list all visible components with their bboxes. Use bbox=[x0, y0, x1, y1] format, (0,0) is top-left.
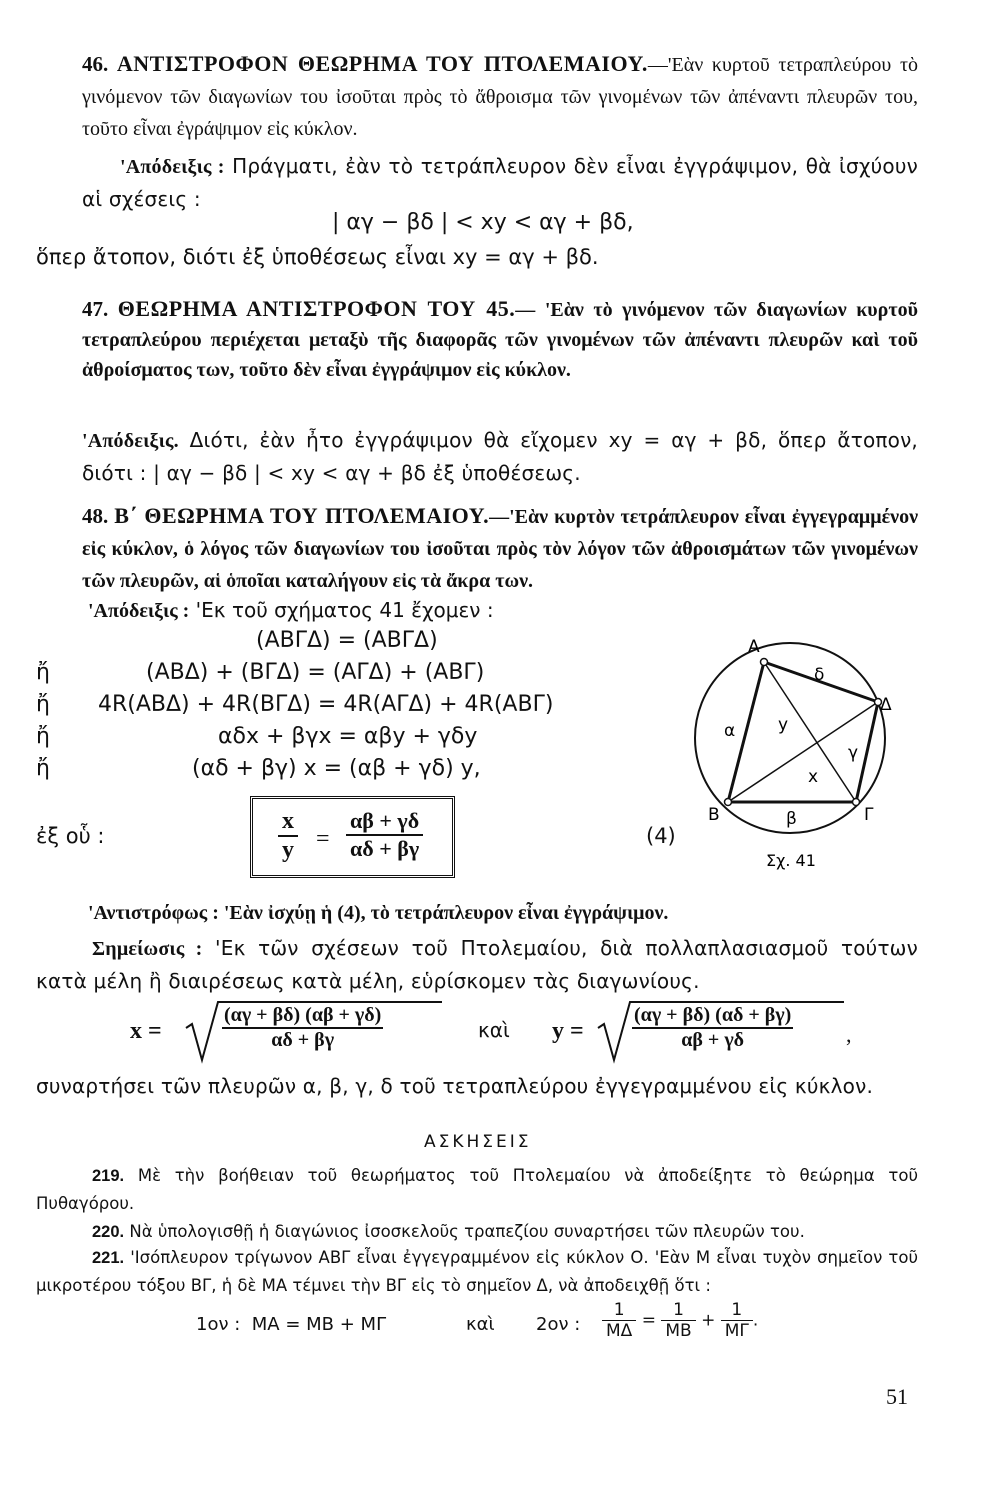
part-2-plus: + bbox=[701, 1310, 716, 1331]
theorem-47 bbox=[82, 294, 918, 385]
label-x: x bbox=[808, 767, 819, 787]
theorem-47-number: 47. bbox=[82, 297, 109, 321]
note-text: 'Εκ τῶν σχέσεων τοῦ Πτολεμαίου, διὰ πολλαπλασιασμοῦ τούτων κατὰ μέλη ἢ διαιρέσεως κατὰ μέλη, εὑρίσκομεν τὰς διαγωνίους. bbox=[36, 936, 919, 993]
theorem-47-title: ΘΕΩΡΗΜΑ ΑΝΤΙΣΤΡΟΦΟΝ ΤΟΥ 45. bbox=[117, 296, 516, 321]
x-numerator: (αγ + βδ) (αβ + γδ) bbox=[222, 1004, 383, 1029]
part-1-equation: ΜΑ = ΜΒ + ΜΓ bbox=[251, 1314, 387, 1335]
y-denominator: αβ + γδ bbox=[681, 1029, 745, 1051]
theorem-46-title: ΑΝΤΙΣΤΡΟΦΟΝ ΘΕΩΡΗΜΑ ΤΟΥ ΠΤΟΛΕΜΑΙΟΥ. bbox=[116, 51, 648, 76]
exercise-221-text: 'Ισόπλευρον τρίγωνον ΑΒΓ εἶναι ἐγγεγραμμένον εἰς κύκλον Ο. 'Εὰν Μ εἶναι τυχὸν σημεῖον τοῦ μικροτέρου τόξου ΒΓ, ἡ δὲ ΜΑ τέμνει τὴν ΒΓ εἰς τὸ σημεῖον Δ, νὰ ἀποδειχθῇ ὅτι : bbox=[36, 1248, 918, 1295]
equation-3: 4R(ΑΒΔ) + 4R(ΒΓΔ) = 4R(ΑΓΔ) + 4R(ΑΒΓ) bbox=[98, 692, 554, 717]
equation-label-4: (4) bbox=[646, 824, 676, 848]
proof-47-text: Διότι, ἐὰν ἦτο ἐγγράψιμον θὰ εἴχομεν xy = αγ + βδ, ὅπερ ἄτοπον, διότι : | αγ − βδ | < xy < αγ + βδ ἐξ ὑποθέσεως. bbox=[82, 428, 918, 485]
or-word-5: ἤ bbox=[36, 756, 50, 781]
equation-1: (ΑΒΓΔ) = (ΑΒΓΔ) bbox=[256, 628, 438, 653]
frac-md-den: ΜΔ bbox=[606, 1321, 633, 1341]
proof-46-text: Πράγματι, ἐὰν τὸ τετράπλευρον δὲν εἶναι ἐγγράψιμον, θὰ ἰσχύουν αἱ σχέσεις : bbox=[82, 154, 918, 211]
frac-mb-num: 1 bbox=[661, 1300, 695, 1321]
frac-mg-den: ΜΓ bbox=[724, 1321, 749, 1341]
exercise-219-number: 219. bbox=[92, 1167, 125, 1185]
exercise-221-number: 221. bbox=[92, 1249, 125, 1267]
final-text: συναρτήσει τῶν πλευρῶν α, β, γ, δ τοῦ τετραπλεύρου ἐγγεγραμμένου εἰς κύκλον. bbox=[36, 1074, 874, 1098]
theorem-46 bbox=[82, 48, 918, 145]
kai-word: καὶ bbox=[478, 1018, 510, 1042]
theorem-46-statement: —'Εὰν κυρτοῦ τετραπλεύρου τὸ γινόμενον τῶν διαγωνίων του ἰσοῦται πρὸς τὸ ἄθροισμα τῶν γινομένων τῶν ἀπέναντι πλευρῶν του, τοῦτο εἶναι ἐγράψιμον εἰς κύκλον. bbox=[82, 54, 919, 140]
part-2-label: 2ον : bbox=[536, 1314, 581, 1335]
frac-mg-num: 1 bbox=[721, 1300, 753, 1321]
y-lhs: y = bbox=[552, 1018, 584, 1044]
theorem-48-number: 48. bbox=[82, 504, 109, 528]
exercise-220 bbox=[36, 1218, 918, 1246]
y-numerator: (αγ + βδ) (αδ + βγ) bbox=[632, 1004, 793, 1029]
equation-4: αδx + βγx = αβy + γδy bbox=[218, 724, 478, 749]
ratio-xy bbox=[278, 808, 298, 864]
vertex-a bbox=[761, 659, 768, 666]
label-beta: β bbox=[786, 809, 797, 829]
ratio-denominator: αδ + βγ bbox=[350, 836, 420, 861]
x-denominator: αδ + βγ bbox=[271, 1029, 335, 1051]
ratio-x: x bbox=[278, 808, 298, 837]
label-y: y bbox=[778, 715, 789, 735]
note-label: Σημείωσις : bbox=[92, 938, 203, 960]
theorem-48-statement: —'Εὰν κυρτὸν τετράπλευρον εἶναι ἐγγεγραμμένον εἰς κύκλον, ὁ λόγος τῶν διαγωνίων του ἰσοῦται πρὸς τὸν λόγον τῶν ἀθροισμάτων τῶν γινομένων τῶν πλευρῶν, αἱ ὁποῖαι καταλήγουν εἰς τὰ ἄκρα των. bbox=[82, 506, 918, 592]
ratio-equals: = bbox=[316, 826, 330, 852]
y-fraction bbox=[632, 1004, 793, 1052]
theorem-48-title: Β΄ ΘΕΩΡΗΜΑ ΤΟΥ ΠΤΟΛΕΜΑΙΟΥ. bbox=[114, 503, 490, 528]
converse-label: 'Αντιστρόφως : bbox=[88, 902, 219, 924]
equation-5: (αδ + βγ) x = (αβ + γδ) y, bbox=[192, 756, 481, 781]
proof-48-label: 'Απόδειξις : bbox=[88, 600, 190, 622]
label-D: Δ bbox=[880, 695, 892, 715]
or-word-4: ἤ bbox=[36, 724, 50, 749]
part-kai: καὶ bbox=[466, 1314, 495, 1335]
exercise-220-number: 220. bbox=[92, 1223, 125, 1241]
part-2-equals: = bbox=[641, 1310, 656, 1331]
formula-comma: , bbox=[846, 1022, 852, 1047]
or-word-3: ἤ bbox=[36, 692, 50, 717]
exercises-heading: ΑΣΚΗΣΕΙΣ bbox=[424, 1132, 532, 1152]
theorem-46-number: 46. bbox=[82, 52, 109, 76]
x-lhs: x = bbox=[130, 1018, 162, 1044]
converse-text: 'Εὰν ἰσχύῃ ἡ (4), τὸ τετράπλευρον εἶναι ἐγγράψιμον. bbox=[223, 902, 669, 924]
ex-ou-label: ἐξ οὗ : bbox=[36, 824, 105, 848]
inequality-46: | αγ − βδ | < xy < αγ + βδ, bbox=[332, 210, 634, 235]
exercise-220-text: Νὰ ὑπολογισθῇ ἡ διαγώνιος ἰσοσκελοῦς τραπεζίου συναρτήσει τῶν πλευρῶν του. bbox=[129, 1222, 805, 1241]
frac-mb-den: ΜΒ bbox=[665, 1321, 692, 1341]
vertex-g bbox=[853, 799, 860, 806]
proof-47 bbox=[82, 424, 918, 489]
exercise-219 bbox=[36, 1162, 918, 1218]
frac-md-num: 1 bbox=[602, 1300, 636, 1321]
equation-2: (ΑΒΔ) + (ΒΓΔ) = (ΑΓΔ) + (ΑΒΓ) bbox=[146, 660, 485, 685]
proof-48-text: 'Εκ τοῦ σχήματος 41 ἔχομεν : bbox=[195, 598, 494, 622]
label-G: Γ bbox=[864, 805, 874, 825]
conclusion-46: ὅπερ ἄτοπον, διότι ἐξ ὑποθέσεως εἶναι xy = αγ + βδ. bbox=[36, 245, 599, 269]
theorem-48 bbox=[82, 500, 918, 597]
proof-46-label: 'Απόδειξις : bbox=[120, 156, 225, 178]
exercise-221 bbox=[36, 1244, 918, 1300]
label-A: Α bbox=[748, 637, 760, 657]
label-alpha: α bbox=[724, 721, 736, 741]
part-2-equation bbox=[602, 1300, 758, 1341]
part-1-label: 1ον : bbox=[196, 1314, 241, 1335]
ratio-numerator: αβ + γδ bbox=[346, 808, 423, 836]
theorem-47-statement: — 'Εὰν τὸ γινόμενον τῶν διαγωνίων κυρτοῦ τετραπλεύρου περιέχεται μεταξὺ τῆς διαφορᾶς τῶν γινομένων τῶν ἀπέναντι πλευρῶν καὶ τοῦ ἀθροίσματος των, τοῦτο δὲν εἶναι ἐγγράψιμον εἰς κύκλον. bbox=[82, 299, 918, 381]
x-fraction bbox=[222, 1004, 383, 1052]
note bbox=[36, 932, 918, 997]
label-delta: δ bbox=[814, 665, 825, 685]
vertex-b bbox=[725, 799, 732, 806]
ratio-y: y bbox=[282, 837, 294, 863]
proof-48 bbox=[88, 598, 494, 623]
page-number: 51 bbox=[886, 1384, 908, 1409]
exercise-219-text: Μὲ τὴν βοήθειαν τοῦ θεωρήματος τοῦ Πτολεμαίου νὰ ἀποδείξητε τὸ θεώρημα τοῦ Πυθαγόρου. bbox=[36, 1166, 918, 1213]
label-gamma: γ bbox=[848, 743, 859, 763]
ratio-rhs bbox=[346, 808, 423, 862]
part-2-dot: . bbox=[752, 1310, 759, 1331]
figure-caption: Σχ. 41 bbox=[766, 851, 816, 870]
side-gamma bbox=[856, 702, 878, 802]
figure-41 bbox=[690, 636, 940, 886]
proof-47-label: 'Απόδειξις. bbox=[82, 430, 179, 452]
label-B: Β bbox=[708, 805, 720, 825]
converse bbox=[88, 902, 668, 925]
proof-46 bbox=[82, 150, 918, 215]
or-word-2: ἤ bbox=[36, 660, 50, 685]
part-1 bbox=[196, 1314, 386, 1335]
